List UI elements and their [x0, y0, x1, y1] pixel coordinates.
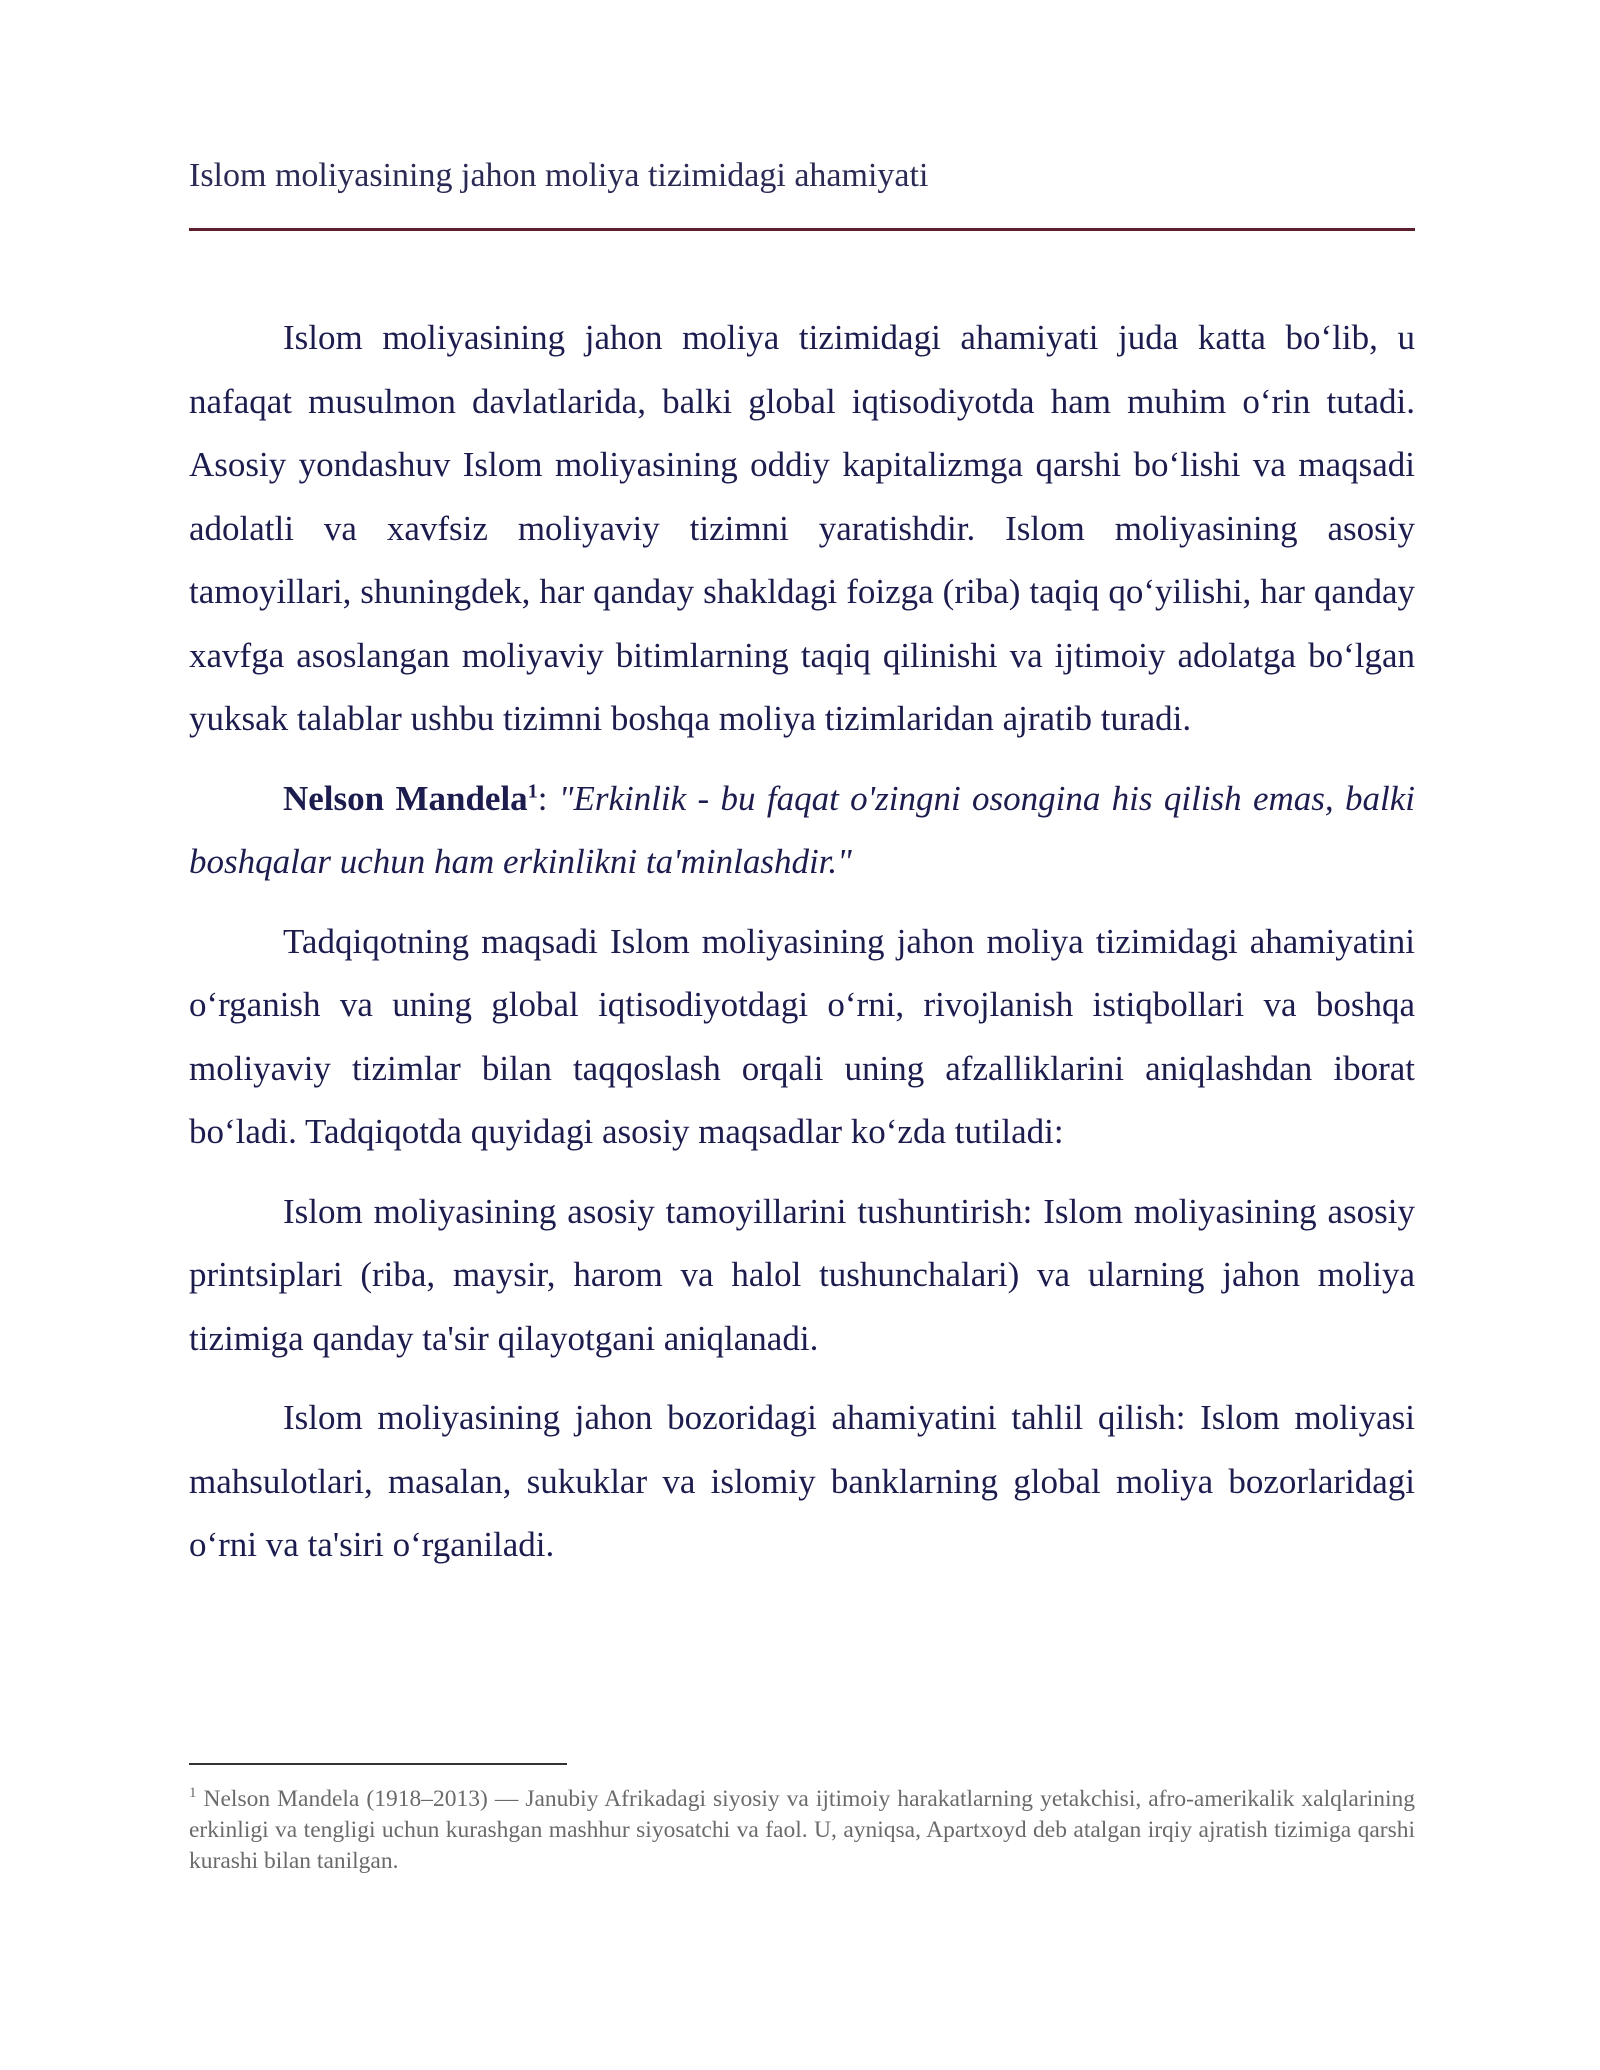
- footnote-divider: [189, 1763, 567, 1765]
- footnote-text: Nelson Mandela (1918–2013) — Janubiy Afrikadagi siyosiy va ijtimoiy harakatlarning yetakchisi, afro-amerikalik xalqlarining erkinligi va tengligi uchun kurashgan mashhur siyosatchi va faol. U, ayniqsa, Apartxoyd deb atalgan irqiy ajratish tizimiga qarshi kurashi bilan tanilgan.: [189, 1786, 1415, 1874]
- document-body: [189, 306, 1415, 1593]
- paragraph-market-analysis: Islom moliyasining jahon bozoridagi ahamiyatini tahlil qilish: Islom moliyasi mahsulotlari, masalan, sukuklar va islomiy banklarning global moliya bozorlaridagi o‘rni va ta'siri o‘rganiladi.: [189, 1398, 1415, 1564]
- page-header-title: Islom moliyasining jahon moliya tizimidagi ahamiyati: [189, 157, 929, 194]
- document-page: [189, 0, 1415, 2070]
- footnote: [189, 1784, 1415, 1877]
- quote-author: Nelson Mandela: [283, 778, 528, 818]
- paragraph-intro: Islom moliyasining jahon moliya tizimidagi ahamiyati juda katta bo‘lib, u nafaqat musulmon davlatlarida, balki global iqtisodiyotda ham muhim o‘rin tutadi. Asosiy yondashuv Islom moliyasining oddiy kapitalizmga qarshi bo‘lishi va maqsadi adolatli va xavfsiz moliyaviy tizimni yaratishdir. Islom moliyasining asosiy tamoyillari, shuningdek, har qanday shakldagi foizga (riba) taqiq qo‘yilishi, har qanday xavfga asoslangan moliyaviy bitimlarning taqiq qilinishi va ijtimoiy adolatga bo‘lgan yuksak talablar ushbu tizimni boshqa moliya tizimlaridan ajratib turadi.: [189, 318, 1415, 738]
- header-divider: [189, 228, 1415, 231]
- footnote-marker: 1: [189, 1785, 197, 1802]
- quote-text: "Erkinlik - bu faqat o'zingni osongina his qilish emas, balki boshqalar uchun ham erkinlikni ta'minlashdir.": [189, 778, 1415, 881]
- footnote-reference[interactable]: 1: [527, 779, 538, 802]
- quote-colon: :: [537, 778, 559, 818]
- paragraph-principles: Islom moliyasining asosiy tamoyillarini tushuntirish: Islom moliyasining asosiy printsiplari (riba, maysir, harom va halol tushunchalari) va ularning jahon moliya tizimiga qanday ta'sir qilayotgani aniqlanadi.: [189, 1191, 1415, 1358]
- paragraph-quote: [189, 767, 1415, 894]
- paragraph-research-goal: Tadqiqotning maqsadi Islom moliyasining jahon moliya tizimidagi ahamiyatini o‘rganish va uning global iqtisodiyotdagi o‘rni, rivojlanish istiqbollari va boshqa moliyaviy tizimlar bilan taqqoslash orqali uning afzalliklarini aniqlashdan iborat bo‘ladi. Tadqiqotda quyidagi asosiy maqsadlar ko‘zda tutiladi:: [189, 921, 1415, 1151]
